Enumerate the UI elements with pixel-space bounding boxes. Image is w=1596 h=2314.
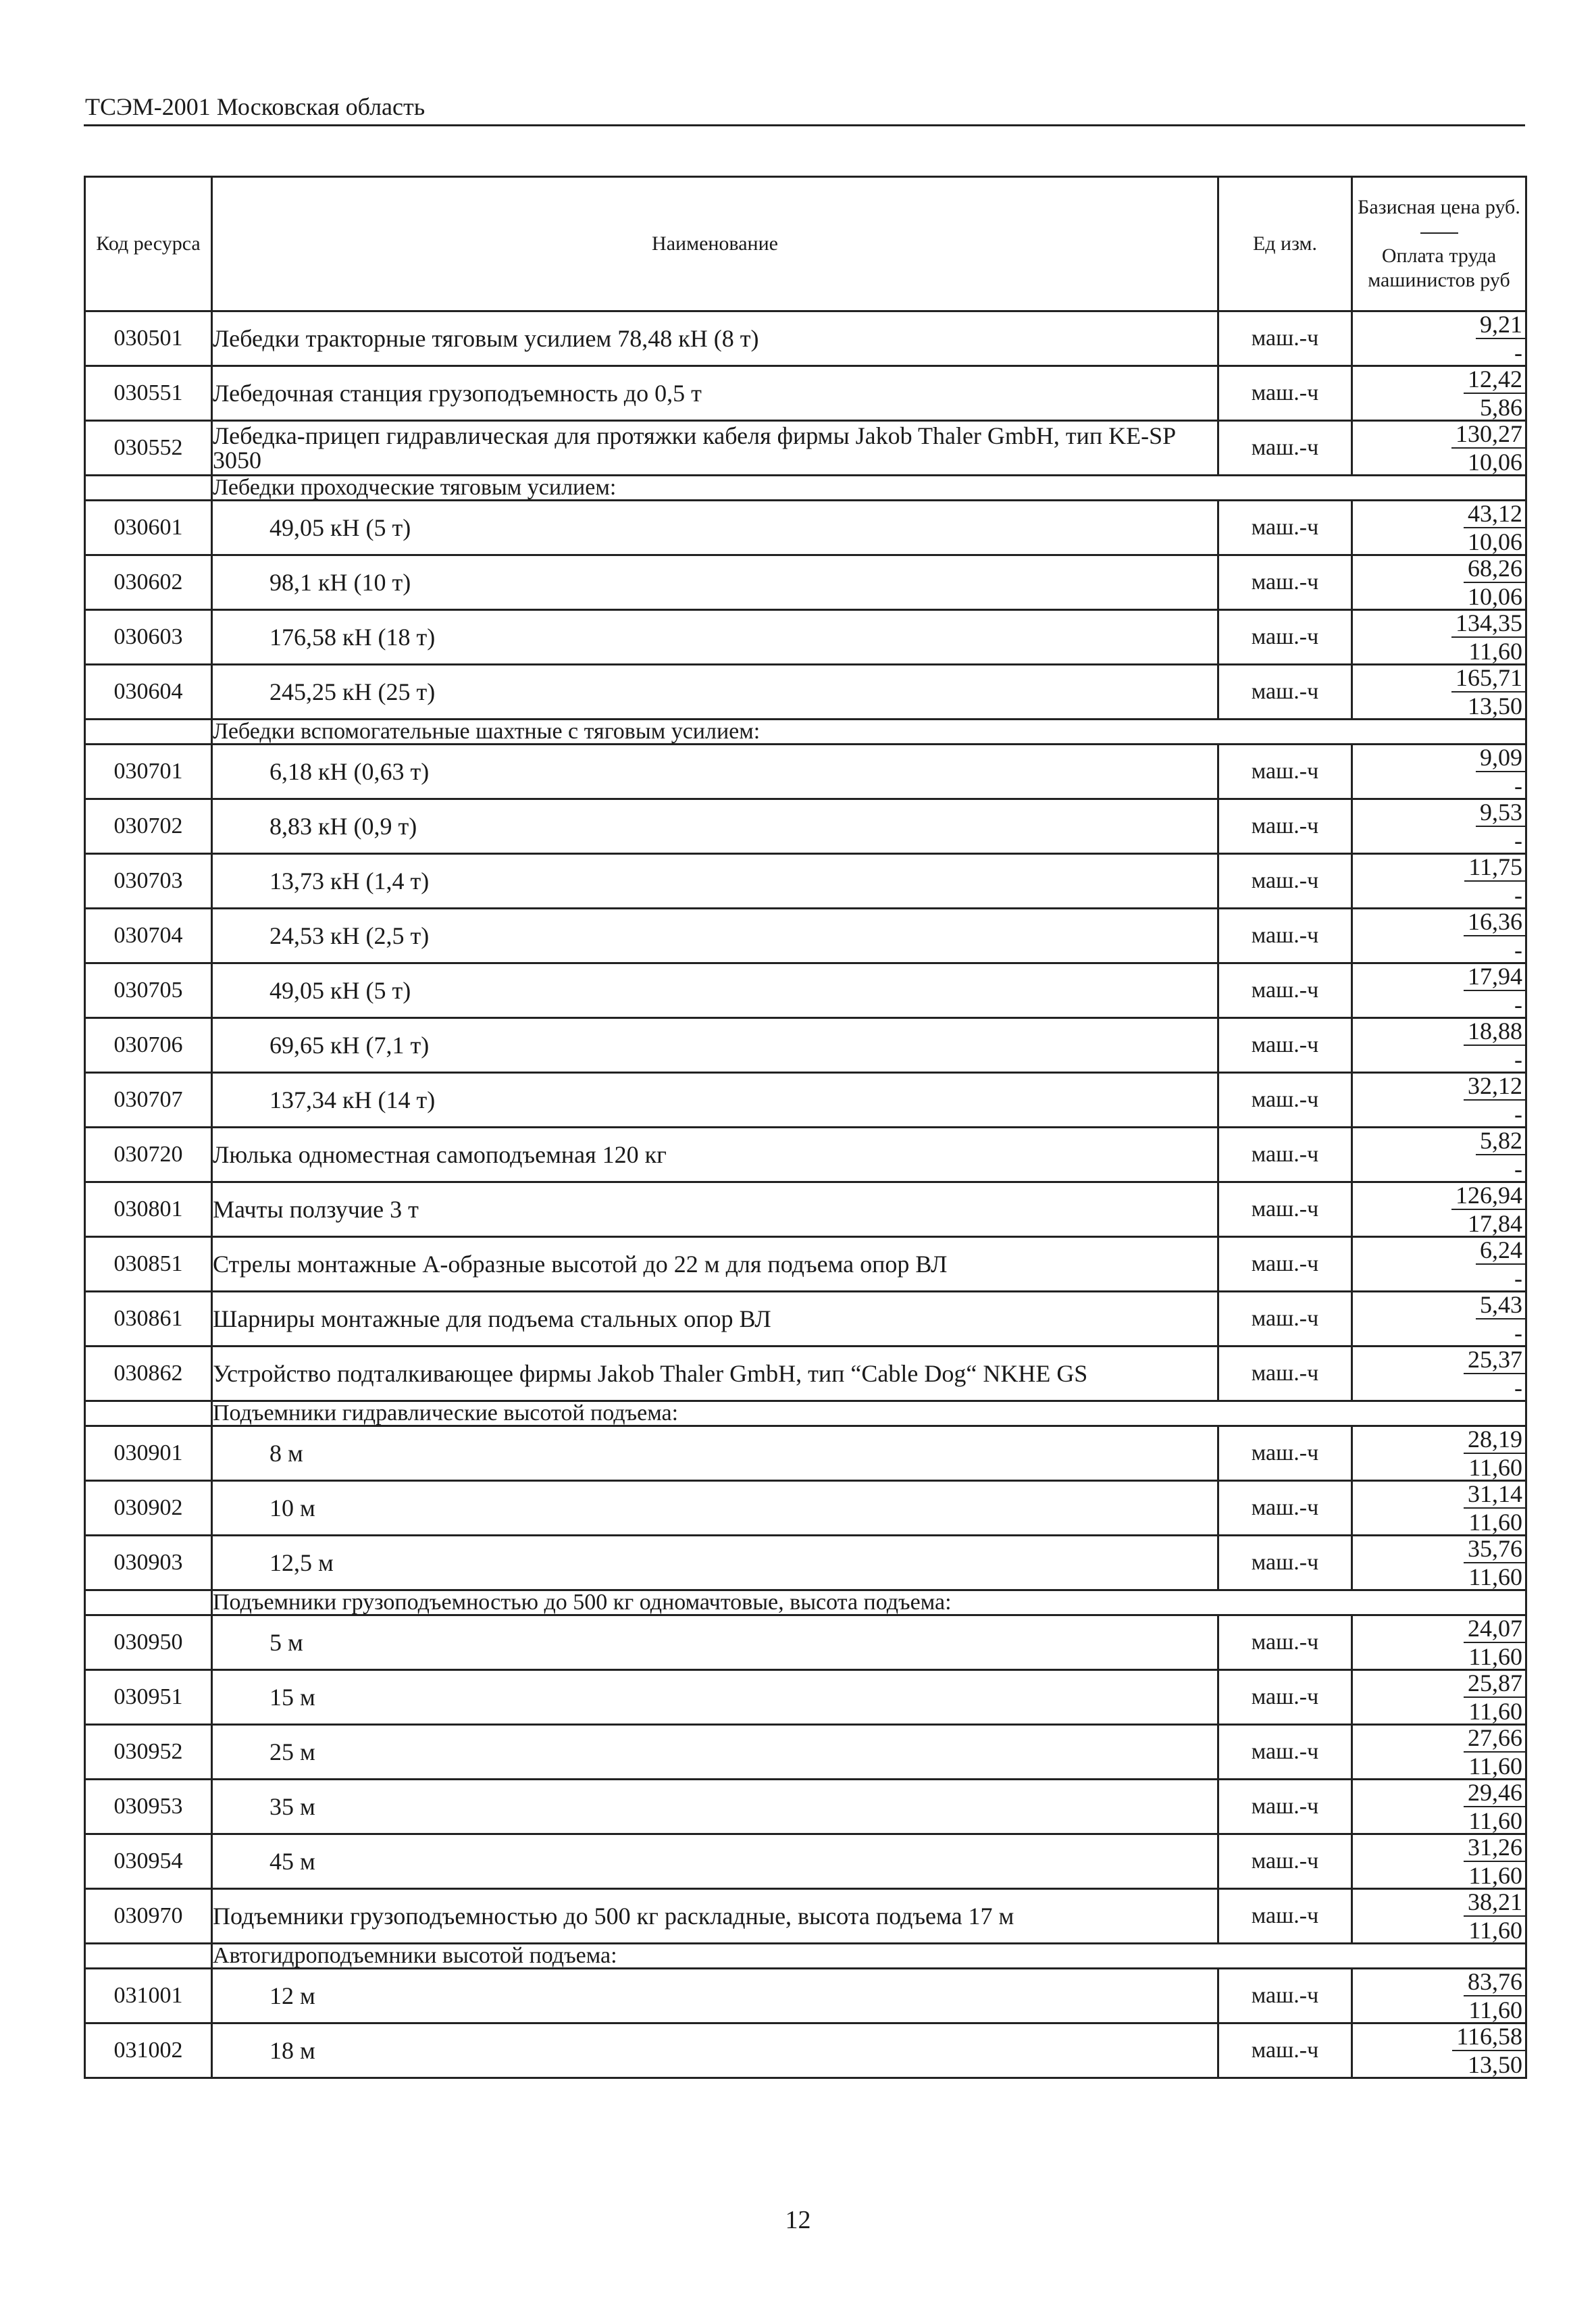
base-price: 134,35 [1451, 611, 1525, 638]
group-code-cell [85, 1944, 212, 1969]
base-price: 11,75 [1464, 855, 1525, 882]
resource-code: 030705 [85, 963, 212, 1018]
header-name-label: Наименование [652, 232, 778, 255]
resource-name: 69,65 кН (7,1 т) [212, 1018, 1218, 1073]
resource-name: 49,05 кН (5 т) [212, 501, 1218, 555]
table-row [85, 311, 1526, 366]
header-code-label: Код ресурса [96, 232, 201, 255]
group-label: Подъемники гидравлические высотой подъема: [212, 1401, 1526, 1426]
base-price: 43,12 [1464, 501, 1525, 528]
base-price: 29,46 [1464, 1780, 1525, 1807]
resource-name: 45 м [212, 1834, 1218, 1889]
operator-labor-cost: 13,50 [1468, 2051, 1522, 2078]
price-cell [1352, 1670, 1526, 1725]
price-cell [1352, 1426, 1526, 1481]
operator-labor-cost: 11,60 [1468, 1563, 1522, 1590]
unit-of-measure: маш.-ч [1218, 854, 1352, 909]
price-cell [1352, 1018, 1526, 1073]
operator-labor-cost: 11,60 [1468, 1807, 1522, 1834]
table-row [85, 1073, 1526, 1128]
operator-labor-cost: 11,60 [1468, 1862, 1522, 1889]
header-name [212, 177, 1218, 311]
unit-of-measure: маш.-ч [1218, 799, 1352, 854]
price-cell [1352, 2023, 1526, 2078]
base-price: 31,26 [1464, 1835, 1525, 1862]
base-price: 32,12 [1464, 1074, 1525, 1101]
unit-of-measure: маш.-ч [1218, 1969, 1352, 2023]
price-fraction [1464, 855, 1525, 907]
table-row [85, 1426, 1526, 1481]
price-cell [1352, 854, 1526, 909]
operator-labor-cost: - [1514, 772, 1522, 799]
base-price: 5,43 [1476, 1292, 1525, 1319]
operator-labor-cost: 10,06 [1468, 449, 1522, 476]
resource-code: 031001 [85, 1969, 212, 2023]
price-fraction [1464, 1780, 1525, 1833]
resource-code: 030970 [85, 1889, 212, 1944]
unit-of-measure: маш.-ч [1218, 311, 1352, 366]
table-row [85, 1018, 1526, 1073]
operator-labor-cost: - [1514, 1155, 1522, 1182]
resource-code: 030604 [85, 665, 212, 720]
unit-of-measure: маш.-ч [1218, 555, 1352, 610]
unit-of-measure: маш.-ч [1218, 665, 1352, 720]
operator-labor-cost: - [1514, 882, 1522, 909]
resource-name: Мачты ползучие 3 т [212, 1182, 1218, 1237]
price-fraction [1464, 1671, 1525, 1724]
price-fraction [1464, 1616, 1525, 1669]
operator-labor-cost: 13,50 [1468, 693, 1522, 720]
table-row [85, 665, 1526, 720]
header-rule [84, 124, 1525, 126]
table-row [85, 1889, 1526, 1944]
resource-name: 98,1 кН (10 т) [212, 555, 1218, 610]
group-label: Лебедки вспомогательные шахтные с тяговым усилием: [212, 720, 1526, 745]
unit-of-measure: маш.-ч [1218, 1347, 1352, 1401]
table-row [85, 366, 1526, 421]
table-header-row [85, 177, 1526, 311]
header-price [1352, 177, 1526, 311]
resource-code: 030501 [85, 311, 212, 366]
resource-code: 030902 [85, 1481, 212, 1536]
price-fraction [1451, 422, 1525, 474]
unit-of-measure: маш.-ч [1218, 1426, 1352, 1481]
resource-name: 8 м [212, 1426, 1218, 1481]
base-price: 6,24 [1476, 1238, 1525, 1265]
base-price: 126,94 [1451, 1183, 1525, 1210]
operator-labor-cost: 17,84 [1468, 1210, 1522, 1237]
base-price: 28,19 [1464, 1427, 1525, 1454]
resource-code: 030901 [85, 1426, 212, 1481]
table-row [85, 501, 1526, 555]
price-fraction [1451, 611, 1525, 663]
resource-name: 137,34 кН (14 т) [212, 1073, 1218, 1128]
resource-code: 030862 [85, 1347, 212, 1401]
resource-name: 5 м [212, 1615, 1218, 1670]
group-row [85, 1401, 1526, 1426]
price-cell [1352, 1889, 1526, 1944]
unit-of-measure: маш.-ч [1218, 1018, 1352, 1073]
price-fraction [1464, 1482, 1525, 1534]
price-cell [1352, 1725, 1526, 1780]
price-fraction [1464, 501, 1525, 554]
price-cell [1352, 1347, 1526, 1401]
base-price: 5,82 [1476, 1128, 1525, 1155]
header-unit [1218, 177, 1352, 311]
base-price: 9,21 [1476, 312, 1525, 339]
base-price: 68,26 [1464, 556, 1525, 583]
table-row [85, 1536, 1526, 1590]
price-cell [1352, 963, 1526, 1018]
operator-labor-cost: 11,60 [1468, 638, 1522, 665]
price-fraction [1464, 1427, 1525, 1480]
price-cell [1352, 1073, 1526, 1128]
unit-of-measure: маш.-ч [1218, 501, 1352, 555]
resource-code: 030707 [85, 1073, 212, 1128]
table-row [85, 1481, 1526, 1536]
resource-code: 030953 [85, 1780, 212, 1834]
price-cell [1352, 1237, 1526, 1292]
table-row [85, 1128, 1526, 1182]
group-row [85, 720, 1526, 745]
table-row [85, 1834, 1526, 1889]
resource-code: 030801 [85, 1182, 212, 1237]
table-row [85, 745, 1526, 799]
price-fraction [1476, 312, 1525, 365]
base-price: 24,07 [1464, 1616, 1525, 1643]
price-cell [1352, 745, 1526, 799]
group-code-cell [85, 1590, 212, 1615]
price-fraction [1464, 1890, 1525, 1942]
operator-labor-cost: - [1514, 339, 1522, 366]
unit-of-measure: маш.-ч [1218, 1615, 1352, 1670]
resource-code: 031002 [85, 2023, 212, 2078]
unit-of-measure: маш.-ч [1218, 963, 1352, 1018]
base-price: 83,76 [1464, 1969, 1525, 1996]
resource-name: 18 м [212, 2023, 1218, 2078]
group-row [85, 1590, 1526, 1615]
table-row [85, 963, 1526, 1018]
table-row [85, 610, 1526, 665]
group-label: Автогидроподъемники высотой подъема: [212, 1944, 1526, 1969]
base-price: 18,88 [1464, 1019, 1525, 1046]
base-price: 116,58 [1452, 2024, 1525, 2051]
resource-name: 6,18 кН (0,63 т) [212, 745, 1218, 799]
price-cell [1352, 421, 1526, 476]
operator-labor-cost: - [1514, 1101, 1522, 1128]
header-labor-label: Оплата труда машинистов руб [1368, 245, 1510, 291]
table-row [85, 1347, 1526, 1401]
table-row [85, 1725, 1526, 1780]
price-fraction [1464, 909, 1525, 962]
operator-labor-cost: 11,60 [1468, 1996, 1522, 2023]
price-cell [1352, 1292, 1526, 1347]
resource-name: 49,05 кН (5 т) [212, 963, 1218, 1018]
resource-name: 24,53 кН (2,5 т) [212, 909, 1218, 963]
header-unit-label: Ед изм. [1252, 232, 1318, 255]
price-cell [1352, 1481, 1526, 1536]
base-price: 25,87 [1464, 1671, 1525, 1698]
resource-code: 030952 [85, 1725, 212, 1780]
table-row [85, 799, 1526, 854]
operator-labor-cost: 11,60 [1468, 1698, 1522, 1725]
resource-name: 245,25 кН (25 т) [212, 665, 1218, 720]
price-fraction [1464, 1536, 1525, 1589]
operator-labor-cost: - [1514, 1265, 1522, 1292]
resource-name: 12,5 м [212, 1536, 1218, 1590]
table-row [85, 1615, 1526, 1670]
base-price: 27,66 [1464, 1726, 1525, 1753]
table-row [85, 2023, 1526, 2078]
resource-code: 030701 [85, 745, 212, 799]
operator-labor-cost: 10,06 [1468, 583, 1522, 610]
header-price-label: Базисная цена руб. [1358, 196, 1520, 218]
price-fraction [1464, 1074, 1525, 1126]
unit-of-measure: маш.-ч [1218, 909, 1352, 963]
unit-of-measure: маш.-ч [1218, 1670, 1352, 1725]
unit-of-measure: маш.-ч [1218, 1182, 1352, 1237]
page-number: 12 [785, 2206, 811, 2234]
unit-of-measure: маш.-ч [1218, 1481, 1352, 1536]
price-cell [1352, 366, 1526, 421]
unit-of-measure: маш.-ч [1218, 1128, 1352, 1182]
resource-code: 030720 [85, 1128, 212, 1182]
unit-of-measure: маш.-ч [1218, 2023, 1352, 2078]
unit-of-measure: маш.-ч [1218, 1292, 1352, 1347]
price-fraction [1451, 665, 1525, 718]
resource-code: 030861 [85, 1292, 212, 1347]
operator-labor-cost: - [1514, 1046, 1522, 1073]
operator-labor-cost: 11,60 [1468, 1917, 1522, 1944]
resource-code: 030954 [85, 1834, 212, 1889]
document-header: ТСЭМ-2001 Московская область [85, 93, 426, 120]
operator-labor-cost: 11,60 [1468, 1643, 1522, 1670]
price-cell [1352, 1128, 1526, 1182]
operator-labor-cost: 10,06 [1468, 528, 1522, 555]
price-cell [1352, 1780, 1526, 1834]
price-fraction [1476, 1292, 1525, 1345]
resource-name: 8,83 кН (0,9 т) [212, 799, 1218, 854]
base-price: 31,14 [1464, 1482, 1525, 1509]
operator-labor-cost: 11,60 [1468, 1454, 1522, 1481]
unit-of-measure: маш.-ч [1218, 1725, 1352, 1780]
base-price: 17,94 [1464, 964, 1525, 991]
price-fraction [1464, 556, 1525, 609]
unit-of-measure: маш.-ч [1218, 1073, 1352, 1128]
resource-code: 030704 [85, 909, 212, 963]
unit-of-measure: маш.-ч [1218, 610, 1352, 665]
unit-of-measure: маш.-ч [1218, 1889, 1352, 1944]
operator-labor-cost: 11,60 [1468, 1509, 1522, 1536]
resource-code: 030552 [85, 421, 212, 476]
resource-code: 030702 [85, 799, 212, 854]
resource-code: 030951 [85, 1670, 212, 1725]
price-cell [1352, 1969, 1526, 2023]
group-row [85, 476, 1526, 501]
resource-name: 13,73 кН (1,4 т) [212, 854, 1218, 909]
table-row [85, 1292, 1526, 1347]
price-fraction [1464, 1969, 1525, 2022]
unit-of-measure: маш.-ч [1218, 1834, 1352, 1889]
unit-of-measure: маш.-ч [1218, 745, 1352, 799]
resource-code: 030551 [85, 366, 212, 421]
table-row [85, 1969, 1526, 2023]
resource-name: Подъемники грузоподъемностью до 500 кг раскладные, высота подъема 17 м [212, 1889, 1218, 1944]
price-fraction [1476, 1238, 1525, 1290]
price-cell [1352, 799, 1526, 854]
base-price: 165,71 [1451, 665, 1525, 693]
price-fraction [1464, 964, 1525, 1017]
price-fraction [1476, 800, 1525, 853]
operator-labor-cost: - [1514, 991, 1522, 1018]
table-row [85, 1182, 1526, 1237]
resource-code: 030703 [85, 854, 212, 909]
resource-name: Лебедочная станция грузоподъемность до 0,5 т [212, 366, 1218, 421]
unit-of-measure: маш.-ч [1218, 1536, 1352, 1590]
resource-name: Устройство подталкивающее фирмы Jakob Thaler GmbH, тип “Cable Dog“ NKHE GS [212, 1347, 1218, 1401]
base-price: 9,09 [1476, 745, 1525, 772]
price-fraction [1476, 1128, 1525, 1181]
table-row [85, 1670, 1526, 1725]
resource-name: 25 м [212, 1725, 1218, 1780]
header-code [85, 177, 212, 311]
group-code-cell [85, 476, 212, 501]
price-cell [1352, 1834, 1526, 1889]
price-fraction [1464, 1347, 1525, 1400]
price-cell [1352, 665, 1526, 720]
resource-code: 030706 [85, 1018, 212, 1073]
base-price: 16,36 [1464, 909, 1525, 936]
table-row [85, 555, 1526, 610]
resource-name: Лебедка-прицеп гидравлическая для протяжки кабеля фирмы Jakob Thaler GmbH, тип KE-SP 3050 [212, 421, 1218, 476]
price-fraction [1464, 1835, 1525, 1888]
price-cell [1352, 311, 1526, 366]
base-price: 38,21 [1464, 1890, 1525, 1917]
unit-of-measure: маш.-ч [1218, 421, 1352, 476]
resource-name: 10 м [212, 1481, 1218, 1536]
resource-code: 030603 [85, 610, 212, 665]
unit-of-measure: маш.-ч [1218, 1780, 1352, 1834]
operator-labor-cost: - [1514, 1374, 1522, 1401]
price-cell [1352, 909, 1526, 963]
resource-name: 35 м [212, 1780, 1218, 1834]
price-cell [1352, 1536, 1526, 1590]
price-fraction [1451, 1183, 1525, 1236]
resource-name: Стрелы монтажные А-образные высотой до 22 м для подъема опор ВЛ [212, 1237, 1218, 1292]
base-price: 9,53 [1476, 800, 1525, 827]
resource-code: 030903 [85, 1536, 212, 1590]
resource-name: 12 м [212, 1969, 1218, 2023]
operator-labor-cost: - [1514, 936, 1522, 963]
unit-of-measure: маш.-ч [1218, 366, 1352, 421]
resource-table [84, 176, 1527, 2079]
operator-labor-cost: 5,86 [1480, 394, 1522, 421]
price-fraction [1464, 1019, 1525, 1072]
group-code-cell [85, 1401, 212, 1426]
resource-code: 030602 [85, 555, 212, 610]
group-label: Лебедки проходческие тяговым усилием: [212, 476, 1526, 501]
resource-code: 030601 [85, 501, 212, 555]
table-row [85, 1780, 1526, 1834]
price-cell [1352, 1182, 1526, 1237]
base-price: 35,76 [1464, 1536, 1525, 1563]
price-fraction [1452, 2024, 1525, 2077]
price-cell [1352, 610, 1526, 665]
base-price: 25,37 [1464, 1347, 1525, 1374]
resource-code: 030851 [85, 1237, 212, 1292]
header-price-divider [1420, 232, 1458, 234]
group-code-cell [85, 720, 212, 745]
resource-name: 176,58 кН (18 т) [212, 610, 1218, 665]
price-fraction [1464, 367, 1525, 420]
unit-of-measure: маш.-ч [1218, 1237, 1352, 1292]
price-cell [1352, 1615, 1526, 1670]
table-row [85, 1237, 1526, 1292]
group-label: Подъемники грузоподъемностью до 500 кг одномачтовые, высота подъема: [212, 1590, 1526, 1615]
operator-labor-cost: - [1514, 1319, 1522, 1347]
resource-name: 15 м [212, 1670, 1218, 1725]
group-row [85, 1944, 1526, 1969]
price-fraction [1464, 1726, 1525, 1778]
resource-code: 030950 [85, 1615, 212, 1670]
resource-name: Лебедки тракторные тяговым усилием 78,48 кН (8 т) [212, 311, 1218, 366]
base-price: 12,42 [1464, 367, 1525, 394]
base-price: 130,27 [1451, 422, 1525, 449]
price-cell [1352, 501, 1526, 555]
operator-labor-cost: 11,60 [1468, 1753, 1522, 1780]
operator-labor-cost: - [1514, 827, 1522, 854]
resource-name: Шарниры монтажные для подъема стальных опор ВЛ [212, 1292, 1218, 1347]
price-cell [1352, 555, 1526, 610]
table-row [85, 854, 1526, 909]
table-row [85, 909, 1526, 963]
price-fraction [1476, 745, 1525, 798]
table-row [85, 421, 1526, 476]
resource-name: Люлька одноместная самоподъемная 120 кг [212, 1128, 1218, 1182]
